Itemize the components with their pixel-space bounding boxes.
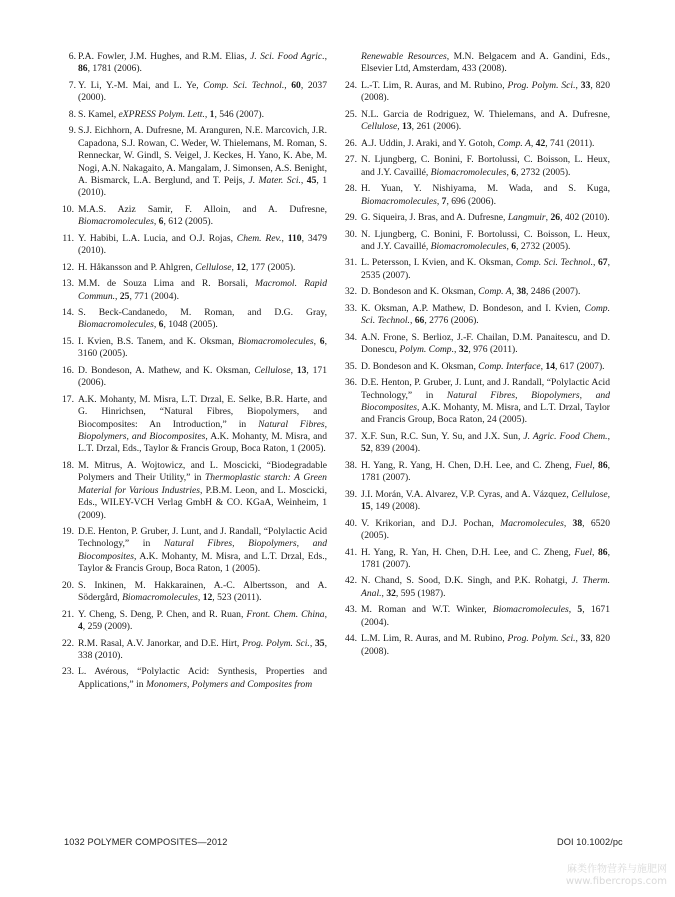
reference-item <box>347 361 610 373</box>
reference-item <box>347 377 610 427</box>
reference-text: L. Avérous, “Polylactic Acid: Synthesis, Properties and Applications,” in Monomers, Polymers and Composites from <box>78 666 327 690</box>
reference-item <box>347 604 610 629</box>
reference-number: 17. <box>62 393 74 405</box>
reference-item <box>64 278 327 303</box>
reference-number: 32. <box>345 286 357 298</box>
reference-item <box>347 229 610 254</box>
reference-number: 33. <box>345 302 357 314</box>
reference-item <box>347 109 610 134</box>
reference-text: N. Chand, S. Sood, D.K. Singh, and P.K. Rohatgi, J. Therm. Anal., 32, 595 (1987). <box>361 575 610 599</box>
reference-number: 10. <box>62 203 74 215</box>
reference-text: Y. Li, Y.-M. Mai, and L. Ye, Comp. Sci. Technol., 60, 2037 (2000). <box>78 79 327 104</box>
reference-item <box>347 303 610 328</box>
reference-text: V. Krikorian, and D.J. Pochan, Macromolecules, 38, 6520 (2005). <box>361 517 611 541</box>
reference-item <box>347 460 610 485</box>
reference-item <box>64 336 327 361</box>
reference-text: L.-T. Lim, R. Auras, and M. Rubino, Prog. Polym. Sci., 33, 820 (2008). <box>361 79 611 104</box>
reference-number: 39. <box>345 488 357 500</box>
reference-item <box>64 125 327 199</box>
reference-text: D. Bondeson, A. Mathew, and K. Oksman, Cellulose, 13, 171 (2006). <box>78 364 328 389</box>
reference-item <box>347 183 610 208</box>
references-right-column <box>347 51 610 662</box>
reference-number: 42. <box>345 575 357 587</box>
reference-text: M.M. de Souza Lima and R. Borsali, Macromol. Rapid Commun., 25, 771 (2004). <box>78 278 327 302</box>
reference-number: 30. <box>345 228 357 240</box>
reference-item <box>347 489 610 514</box>
reference-item <box>64 666 327 691</box>
reference-item <box>347 332 610 357</box>
reference-item <box>64 638 327 663</box>
reference-text: P.A. Fowler, J.M. Hughes, and R.M. Elias, J. Sci. Food Agric., 86, 1781 (2006). <box>78 51 327 75</box>
reference-item <box>64 262 327 274</box>
reference-number: 25. <box>345 108 357 120</box>
reference-text: S. Beck-Candanedo, M. Roman, and D.G. Gray, Biomacromolecules, 6, 1048 (2005). <box>78 307 327 331</box>
reference-text: S. Inkinen, M. Hakkarainen, A.-C. Albertsson, and A. Södergård, Biomacromolecules, 12, 523 (2011). <box>78 579 327 604</box>
reference-text: L.M. Lim, R. Auras, and M. Rubino, Prog. Polym. Sci., 33, 820 (2008). <box>361 633 610 657</box>
reference-text: H. Yang, R. Yang, H. Chen, D.H. Lee, and C. Zheng, Fuel, 86, 1781 (2007). <box>361 459 611 484</box>
reference-text: H. Yuan, Y. Nishiyama, M. Wada, and S. Kuga, Biomacromolecules, 7, 696 (2006). <box>361 183 610 207</box>
reference-item <box>64 580 327 605</box>
reference-text: L. Petersson, I. Kvien, and K. Oksman, Comp. Sci. Technol., 67, 2535 (2007). <box>361 257 610 281</box>
reference-item <box>347 257 610 282</box>
reference-item <box>64 526 327 576</box>
watermark-line-1: 麻类作物营养与施肥网 <box>567 864 667 875</box>
reference-number: 9. <box>68 125 76 137</box>
reference-number: 13. <box>62 278 74 290</box>
reference-text: R.M. Rasal, A.V. Janorkar, and D.E. Hirt, Prog. Polym. Sci., 35, 338 (2010). <box>78 637 327 661</box>
reference-text: J.I. Morán, V.A. Alvarez, V.P. Cyras, and A. Vázquez, Cellulose, 15, 149 (2008). <box>361 488 610 513</box>
reference-item <box>347 633 610 658</box>
reference-text: D. Bondeson and K. Oksman, Comp. A, 38, 2486 (2007). <box>361 286 581 298</box>
reference-text: M.A.S. Aziz Samir, F. Alloin, and A. Dufresne, Biomacromolecules, 6, 612 (2005). <box>78 203 327 228</box>
reference-number: 27. <box>345 154 357 166</box>
reference-item <box>347 547 610 572</box>
reference-item <box>64 460 327 522</box>
reference-text: M. Roman and W.T. Winker, Biomacromolecules, 5, 1671 (2004). <box>361 604 611 628</box>
footer-journal-page: 1032 POLYMER COMPOSITES—2012 <box>64 837 228 847</box>
reference-item <box>347 212 610 224</box>
reference-item <box>347 518 610 543</box>
reference-text: A.N. Frone, S. Berlioz, J.-F. Chailan, D.M. Panaitescu, and D. Donescu, Polym. Comp., 32, 976 (2011). <box>361 331 610 356</box>
reference-number: 23. <box>62 666 74 678</box>
reference-item <box>347 80 610 105</box>
reference-23-continuation: Renewable Resources, M.N. Belgacem and A. Gandini, Eds., Elsevier Ltd, Amsterdam, 433 (2008). <box>361 51 611 75</box>
reference-text: Y. Cheng, S. Deng, P. Chen, and R. Ruan, Front. Chem. China, 4, 259 (2009). <box>78 608 327 633</box>
reference-number: 28. <box>345 183 357 195</box>
reference-item <box>64 109 327 121</box>
reference-item <box>64 609 327 634</box>
reference-number: 22. <box>62 637 74 649</box>
reference-text: G. Siqueira, J. Bras, and A. Dufresne, Langmuir, 26, 402 (2010). <box>361 212 610 224</box>
reference-text: S.J. Eichhorn, A. Dufresne, M. Aranguren, N.E. Marcovich, J.R. Capadona, S.J. Rowan, C. Weder, W. Thielemans, M. Roman, S. Renneckar, W. Gindl, S. Veigel, J. Keckes, H. Yano, K. Abe, M. Nogi, A.N. Nakagaito, A. Mangalam, J. Simonsen, A.S. Benight, A. Bismarck, L.A. Berglund, and T. Peijs, J. Mater. Sci., 45, 1 (2010). <box>78 125 328 199</box>
reference-text: N. Ljungberg, C. Bonini, F. Bortolussi, C. Boisson, L. Heux, and J.Y. Cavaillé, Biomacromolecules, 6, 2732 (2005). <box>361 154 610 178</box>
reference-item <box>347 431 610 456</box>
reference-number: 41. <box>345 546 357 558</box>
reference-item <box>347 138 610 150</box>
reference-number: 19. <box>62 526 74 538</box>
reference-number: 24. <box>345 79 357 91</box>
reference-number: 38. <box>345 459 357 471</box>
reference-number: 16. <box>62 364 74 376</box>
reference-text: A.K. Mohanty, M. Misra, L.T. Drzal, E. Selke, B.R. Harte, and G. Hinrichsen, “Natural Fibres, Biopolymers, and Biocomposites: An Introduction,” in Natural Fibres, Biopolymers, and Biocomposites, A.K. Mohanty, M. Misra, and L.T. Drzal, Eds., Taylor & Francis Group, Boca Raton, 1 (2005). <box>78 393 328 455</box>
watermark <box>566 864 667 888</box>
reference-text: I. Kvien, B.S. Tanem, and K. Oksman, Biomacromolecules, 6, 3160 (2005). <box>78 335 327 360</box>
reference-number: 18. <box>62 459 74 471</box>
reference-number: 35. <box>345 360 357 372</box>
reference-text: X.F. Sun, R.C. Sun, Y. Su, and J.X. Sun, J. Agric. Food Chem., 52, 839 (2004). <box>361 430 610 455</box>
reference-item <box>64 51 327 76</box>
reference-text: S. Kamel, eXPRESS Polym. Lett., 1, 546 (2007). <box>78 108 264 120</box>
reference-text: D. Bondeson and K. Oksman, Comp. Interface, 14, 617 (2007). <box>361 360 605 372</box>
reference-item <box>64 307 327 332</box>
reference-number: 36. <box>345 377 357 389</box>
reference-number: 11. <box>62 232 74 244</box>
reference-number: 44. <box>345 633 357 645</box>
reference-number: 31. <box>345 257 357 269</box>
reference-number: 40. <box>345 517 357 529</box>
reference-text: M. Mitrus, A. Wojtowicz, and L. Moscicki, “Biodegradable Polymers and Their Utility,” in Thermoplastic starch: A Green Material for Various Industries, P.B.M. Leon, and L. Moscicki, Eds., WILEY-VCH Verlag GmbH & CO. KGaA, Weinheim, 1 (2009). <box>78 459 327 521</box>
reference-item <box>347 154 610 179</box>
reference-text: Y. Habibi, L.A. Lucia, and O.J. Rojas, Chem. Rev., 110, 3479 (2010). <box>78 232 328 257</box>
reference-text: K. Oksman, A.P. Mathew, D. Bondeson, and I. Kvien, Comp. Sci. Technol., 66, 2776 (2006). <box>361 302 610 327</box>
reference-text: A.J. Uddin, J. Araki, and Y. Gotoh, Comp. A, 42, 741 (2011). <box>361 137 595 149</box>
reference-number: 20. <box>62 579 74 591</box>
reference-text: D.E. Henton, P. Gruber, J. Lunt, and J. Randall, “Polylactic Acid Technology,” in Natural Fibres, Biopolymers, and Biocomposites, A.K. Mohanty, M. Misra, and L.T. Drzal, Eds., Taylor & Francis Group, Boca Raton, 1 (2005). <box>78 526 328 575</box>
reference-number: 26. <box>345 137 357 149</box>
reference-text: D.E. Henton, P. Gruber, J. Lunt, and J. Randall, “Polylactic Acid Technology,” in Natural Fibres, Biopolymers, and Biocomposites, A.K. Mohanty, M. Misra, and L.T. Drzal, Taylor and Francis Group, Boca Raton, 24 (2005). <box>361 377 611 426</box>
reference-text: H. Yang, R. Yan, H. Chen, D.H. Lee, and C. Zheng, Fuel, 86, 1781 (2007). <box>361 546 610 570</box>
reference-text: H. Håkansson and P. Ahlgren, Cellulose, 12, 177 (2005). <box>78 261 296 273</box>
reference-number: 12. <box>62 261 74 273</box>
reference-number: 29. <box>345 212 357 224</box>
reference-item <box>64 80 327 105</box>
reference-text: N. Ljungberg, C. Bonini, F. Bortolussi, C. Boisson, L. Heux, and J.Y. Cavaillé, Biomacromolecules, 6, 2732 (2005). <box>361 228 610 252</box>
reference-number: 43. <box>345 604 357 616</box>
reference-number: 8. <box>68 108 76 120</box>
reference-number: 34. <box>345 331 357 343</box>
reference-item <box>347 286 610 298</box>
reference-item <box>64 233 327 258</box>
reference-item <box>64 365 327 390</box>
reference-number: 6. <box>68 51 76 62</box>
reference-number: 37. <box>345 430 357 442</box>
reference-text: N.L. Garcia de Rodriguez, W. Thielemans, and A. Dufresne, Cellulose, 13, 261 (2006). <box>361 108 610 133</box>
reference-item <box>64 394 327 456</box>
reference-item <box>64 204 327 229</box>
reference-item <box>347 575 610 600</box>
watermark-line-2: www.fibercrops.com <box>565 876 667 887</box>
reference-number: 7. <box>68 79 76 91</box>
reference-number: 14. <box>62 307 74 319</box>
reference-number: 21. <box>62 608 74 620</box>
footer-doi: DOI 10.1002/pc <box>557 837 623 847</box>
reference-number: 15. <box>62 335 74 347</box>
references-left-column <box>64 51 327 695</box>
